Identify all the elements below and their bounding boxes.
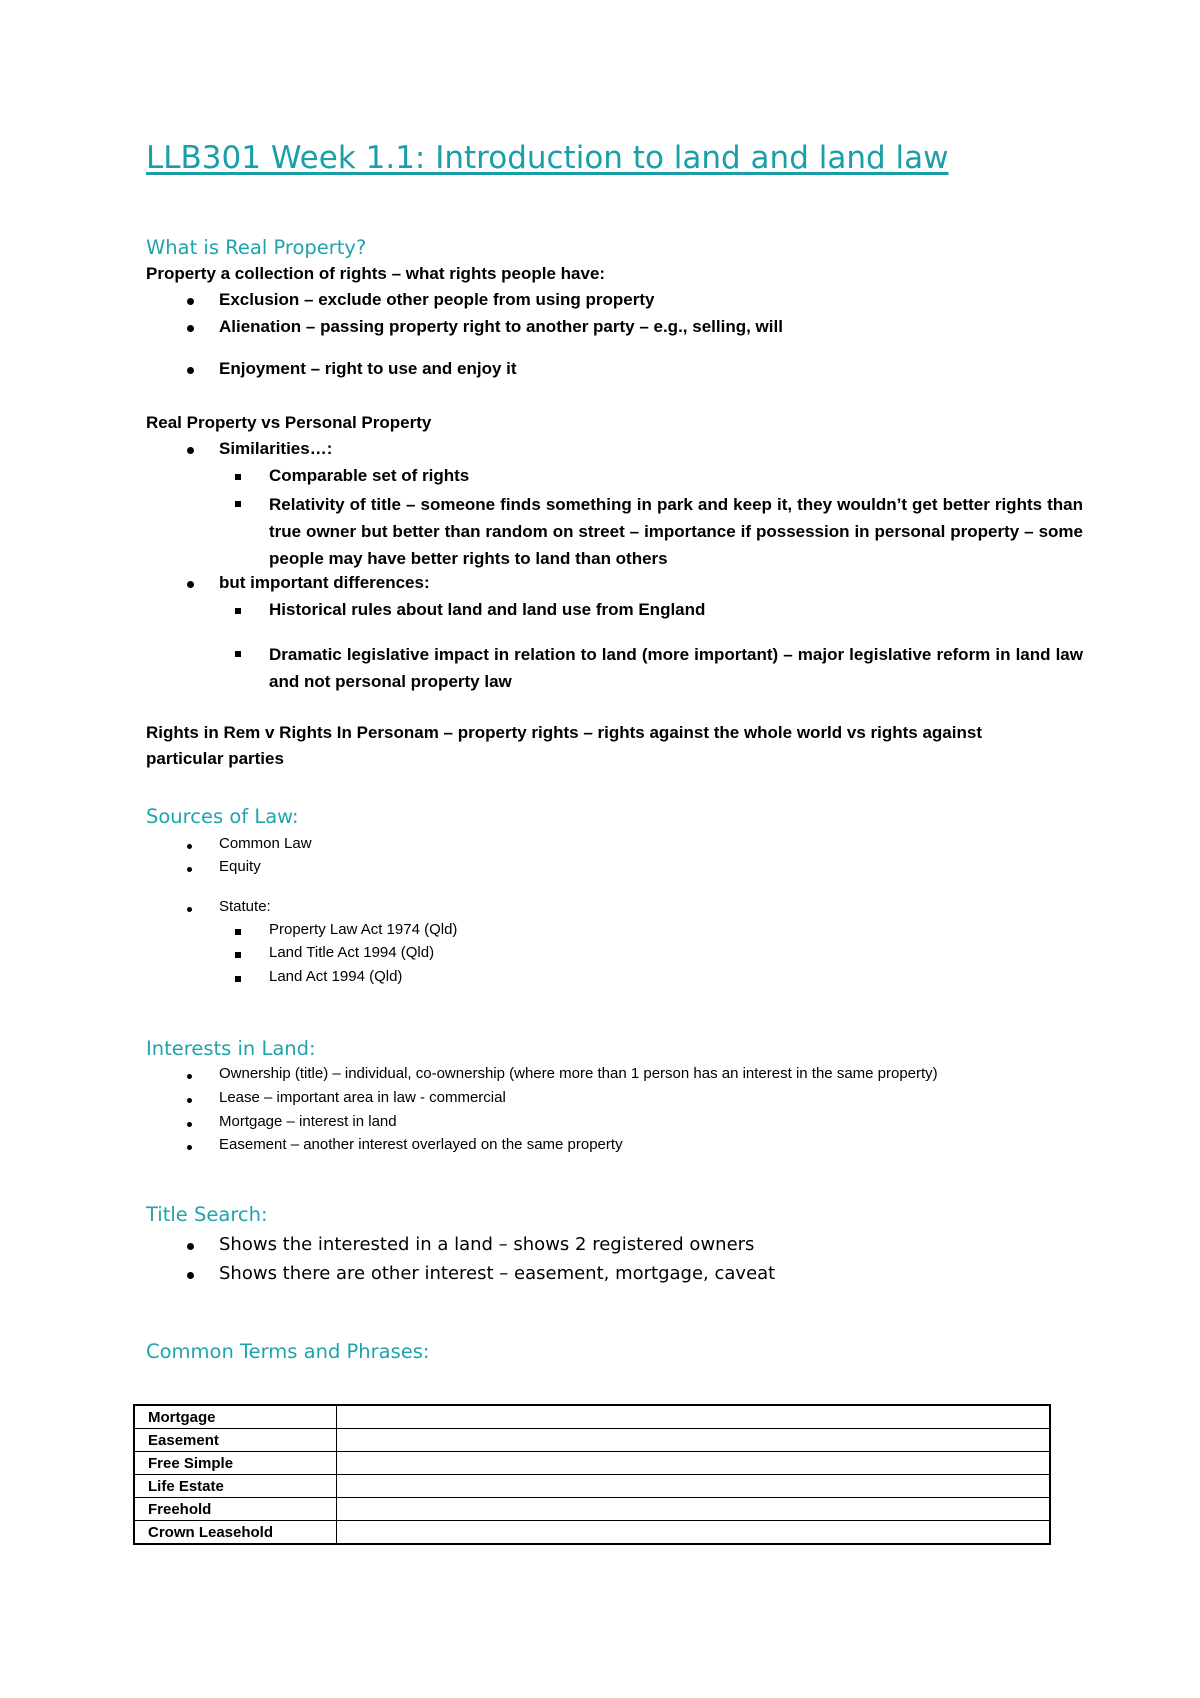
bullet-icon [187,867,192,872]
definition-cell [337,1405,1051,1429]
bullet-alienation: Alienation – passing property right to another party – e.g., selling, will [219,317,783,336]
term-cell: Free Simple [134,1452,337,1475]
definition-cell [337,1452,1051,1475]
rights-in-rem-line2: particular parties [146,749,284,768]
table-row [134,1429,1050,1452]
statute-land-title-act: Land Title Act 1994 (Qld) [269,944,435,961]
bullet-icon [187,581,194,588]
interest-lease: Lease – important area in law - commercial [219,1089,506,1106]
square-bullet-icon [235,976,241,982]
square-bullet-icon [235,952,241,958]
square-bullet-icon [235,501,241,507]
definition-cell [337,1429,1051,1452]
interest-mortgage: Mortgage – interest in land [219,1113,397,1130]
square-bullet-icon [235,651,241,657]
table-row [134,1452,1050,1475]
bullet-icon [187,1122,192,1127]
statute-land-act: Land Act 1994 (Qld) [269,968,403,985]
bullet-exclusion: Exclusion – exclude other people from using property [219,290,655,309]
source-equity: Equity [219,858,261,875]
term-cell: Crown Leasehold [134,1521,337,1545]
statute-property-law-act: Property Law Act 1974 (Qld) [269,921,458,938]
table-row [134,1521,1050,1545]
bullet-icon [187,844,192,849]
term-cell: Easement [134,1429,337,1452]
bullet-icon [187,298,194,305]
similarities-label: Similarities…: [219,439,333,458]
term-cell: Mortgage [134,1405,337,1429]
bullet-icon [187,1243,194,1250]
interest-easement: Easement – another interest overlayed on the same property [219,1136,623,1153]
source-statute: Statute: [219,898,271,915]
terms-table [133,1404,1051,1545]
document-title: LLB301 Week 1.1: Introduction to land and land law [146,140,949,176]
difference-item-legislative: Dramatic legislative impact in relation to land (more important) – major legislative reform in land law and not personal property law [269,645,1083,691]
bullet-icon [187,1074,192,1079]
table-row [134,1498,1050,1521]
definition-cell [337,1498,1051,1521]
bullet-icon [187,1098,192,1103]
differences-label: but important differences: [219,573,430,592]
heading-real-property: What is Real Property? [146,236,367,259]
bullet-enjoyment: Enjoyment – right to use and enjoy it [219,359,517,378]
definition-cell [337,1521,1051,1545]
bullet-icon [187,1145,192,1150]
title-search-interests: Shows there are other interest – easement, mortgage, caveat [219,1263,776,1284]
interest-ownership: Ownership (title) – individual, co-ownership (where more than 1 person has an interest in the same property) [219,1065,938,1082]
similarity-item-relativity: Relativity of title – someone finds something in park and keep it, they wouldn’t get better rights than true owner but better than random on street – importance if possession in personal property – some people may have better rights to land than others [269,495,1083,568]
square-bullet-icon [235,474,241,480]
definition-cell [337,1475,1051,1498]
title-search-owners: Shows the interested in a land – shows 2 registered owners [219,1234,755,1255]
table-row [134,1405,1050,1429]
square-bullet-icon [235,608,241,614]
source-common-law: Common Law [219,835,312,852]
table-row [134,1475,1050,1498]
rights-in-rem-line1: Rights in Rem v Rights In Personam – property rights – rights against the whole world vs rights against [146,723,982,742]
bullet-icon [187,367,194,374]
term-cell: Life Estate [134,1475,337,1498]
heading-interests-in-land: Interests in Land: [146,1037,316,1060]
real-property-intro: Property a collection of rights – what rights people have: [146,264,606,283]
bullet-icon [187,447,194,454]
square-bullet-icon [235,929,241,935]
real-vs-personal-heading: Real Property vs Personal Property [146,413,432,432]
heading-common-terms: Common Terms and Phrases: [146,1340,430,1363]
heading-sources-of-law: Sources of Law: [146,805,299,828]
bullet-icon [187,1272,194,1279]
heading-title-search: Title Search: [146,1203,268,1226]
bullet-icon [187,325,194,332]
bullet-icon [187,907,192,912]
similarity-item-rights: Comparable set of rights [269,466,470,485]
term-cell: Freehold [134,1498,337,1521]
difference-item-historical: Historical rules about land and land use from England [269,600,706,619]
